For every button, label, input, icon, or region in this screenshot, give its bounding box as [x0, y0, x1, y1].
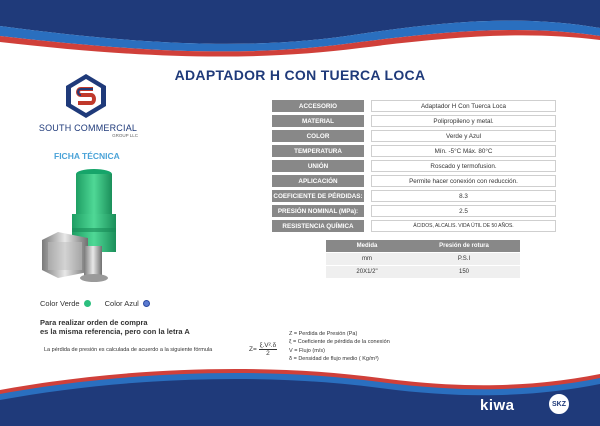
brand-subtitle: GROUP LLC	[112, 133, 138, 138]
spec-table	[272, 97, 556, 235]
spec-value: ÁCIDOS, ALCALIS. VIDA ÚTIL DE 50 AÑOS.	[371, 220, 556, 232]
spec-row	[272, 160, 556, 172]
spec-key: ACCESORIO	[272, 100, 364, 112]
color-blue-label: Color Azul	[104, 299, 139, 308]
spec-value: 8.3	[371, 190, 556, 202]
order-note-line: es la misma referencia, pero con la letra A	[40, 327, 190, 336]
spec-key: PRESIÓN NOMINAL (MPa):	[272, 205, 364, 217]
spec-row	[272, 190, 556, 202]
column-header: Presión de rotura	[408, 240, 520, 253]
skz-logo: SKZ	[548, 393, 570, 415]
spec-value: Adaptador H Con Tuerca Loca	[371, 100, 556, 112]
formula-lhs: Z=	[249, 346, 257, 354]
brand-name: SOUTH COMMERCIAL	[38, 123, 138, 133]
table-header-row	[326, 240, 520, 253]
formula-legend	[289, 330, 390, 363]
spec-row	[272, 220, 556, 232]
column-header: Medida	[326, 240, 408, 253]
legend-item: Z = Perdida de Presión (Pa)	[289, 331, 358, 337]
spec-row	[272, 100, 556, 112]
table-row	[326, 266, 520, 279]
order-note-line: Para realizar orden de compra	[40, 318, 148, 327]
legend-item: V = Flujo (m/s)	[289, 347, 325, 354]
color-options	[40, 299, 150, 308]
spec-value: Verde y Azul	[371, 130, 556, 142]
page-title: ADAPTADOR H CON TUERCA LOCA	[174, 67, 426, 83]
spec-key: MATERIAL	[272, 115, 364, 127]
spec-value: Mín. -5°C Máx. 80°C	[371, 145, 556, 157]
spec-row	[272, 115, 556, 127]
spec-key: RESISTENCIA QUÍMICA	[272, 220, 364, 232]
spec-key: COEFICIENTE DE PÉRDIDAS:	[272, 190, 364, 202]
table-cell: mm	[326, 253, 408, 266]
ficha-tecnica-label: FICHA TÉCNICA	[54, 151, 120, 161]
formula-denominator: 2	[266, 350, 270, 357]
south-commercial-logo	[62, 72, 110, 120]
pressure-formula	[249, 342, 277, 357]
spec-value: 2.5	[371, 205, 556, 217]
kiwa-logo: kiwa	[480, 397, 515, 414]
spec-value: Permite hacer conexión con reducción.	[371, 175, 556, 187]
blue-dot-icon	[143, 300, 150, 307]
legend-item: δ = Densidad de flujo medio ( Kg/m³)	[289, 355, 379, 362]
header-wave	[0, 0, 600, 70]
product-image	[34, 166, 134, 296]
formula-numerator: ξ.V².δ	[259, 342, 277, 349]
spec-row	[272, 130, 556, 142]
order-note	[40, 318, 190, 336]
spec-row	[272, 175, 556, 187]
table-cell: P.S.I	[408, 253, 520, 266]
pressure-note: La pérdida de presión es calculada de acuerdo a la siguiente fórmula	[44, 347, 213, 353]
spec-value: Polipropileno y metal.	[371, 115, 556, 127]
rupture-pressure-table	[326, 240, 520, 278]
spec-key: COLOR	[272, 130, 364, 142]
spec-key: APLICACIÓN	[272, 175, 364, 187]
spec-row	[272, 145, 556, 157]
table-cell: 150	[408, 266, 520, 279]
color-green-label: Color Verde	[40, 299, 80, 308]
spec-key: TEMPERATURA	[272, 145, 364, 157]
table-units-row	[326, 253, 520, 266]
green-dot-icon	[84, 300, 91, 307]
footer-wave	[0, 360, 600, 426]
spec-key: UNIÓN	[272, 160, 364, 172]
spec-row	[272, 205, 556, 217]
legend-item: ξ = Coeficiente de pérdida de la conexión	[289, 339, 390, 346]
table-cell: 20X1/2"	[326, 266, 408, 279]
spec-value: Roscado y termofusion.	[371, 160, 556, 172]
